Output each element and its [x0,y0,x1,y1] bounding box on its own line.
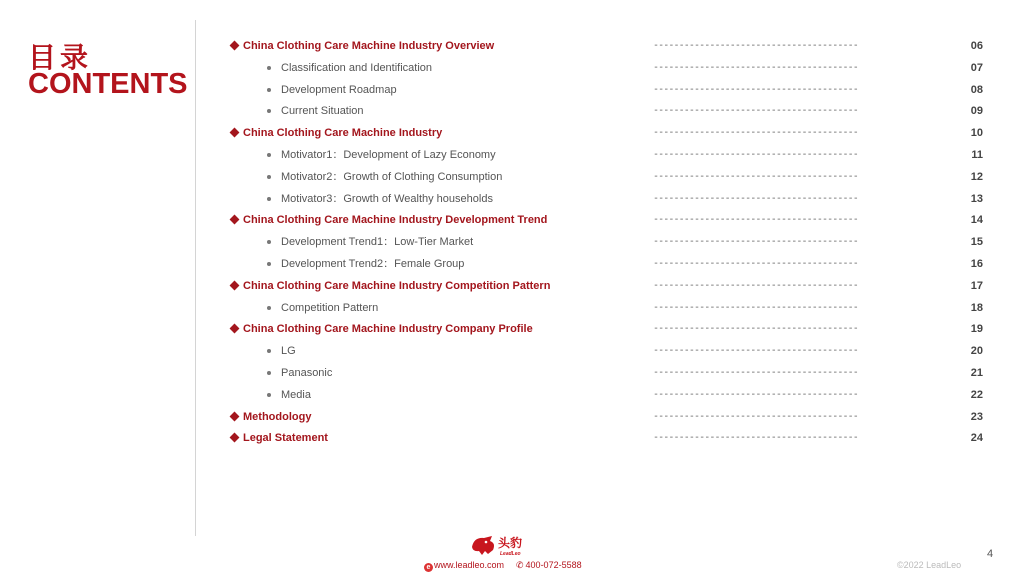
dot-bullet-icon [267,153,271,157]
diamond-bullet-icon [230,215,240,225]
toc-page-number: 17 [970,279,983,292]
logo-chinese-text: 头豹 [498,536,523,550]
toc-label: Competition Pattern [281,301,379,314]
toc-page-number: 18 [970,301,983,314]
toc-subsection[interactable] [0,340,1024,362]
toc-label: Motivator1：Development of Lazy Economy [281,149,496,161]
dot-leader: ---------------------------------------- [653,83,858,95]
toc-label: Media [281,388,311,401]
dot-leader: ---------------------------------------- [653,170,858,182]
diamond-bullet-icon [230,128,240,138]
dot-bullet-icon [267,371,271,375]
toc-section[interactable] [0,35,1024,57]
dot-bullet-icon [267,393,271,397]
toc-subsection[interactable] [0,79,1024,101]
website-link[interactable] [424,560,504,572]
dot-bullet-icon [267,349,271,353]
page-number: 4 [987,548,994,560]
toc-label: China Clothing Care Machine Industry Competition Pattern [243,279,551,292]
toc-label: Classification and Identification [281,61,433,74]
dot-leader: ---------------------------------------- [653,192,858,204]
dot-bullet-icon [267,306,271,310]
toc-label: LG [281,345,296,358]
logo-english-text: LeadLeo [500,551,521,557]
toc-section[interactable] [0,318,1024,340]
toc-section[interactable] [0,275,1024,297]
toc-section[interactable] [0,122,1024,144]
dot-bullet-icon [267,197,271,201]
toc-subsection[interactable] [0,144,1024,166]
diamond-bullet-icon [230,433,240,443]
dot-bullet-icon [267,262,271,266]
toc-label: Motivator3：Growth of Wealthy households [281,192,493,205]
toc-page-number: 11 [971,149,983,161]
dot-leader: ---------------------------------------- [653,345,858,357]
dot-bullet-icon [267,240,271,244]
dot-leader: ---------------------------------------- [653,236,858,248]
copyright-text: ©2022 LeadLeo [897,560,962,570]
toc-page-number: 19 [970,323,983,336]
leadleo-logo [470,533,534,559]
diamond-bullet-icon [230,324,240,334]
dot-leader: ---------------------------------------- [653,388,858,400]
toc-page-number: 15 [970,236,983,249]
phone-contact [516,560,582,571]
toc-subsection[interactable] [0,166,1024,188]
toc-label: Development Trend2：Female Group [281,258,465,270]
toc-subsection[interactable] [0,231,1024,253]
toc-label: China Clothing Care Machine Industry [243,127,443,140]
toc-page-number: 24 [970,432,983,445]
dot-leader: ---------------------------------------- [653,61,858,73]
phone-icon: ✆ [516,560,524,570]
toc-page-number: 06 [970,40,983,52]
toc-page-number: 07 [970,61,983,74]
toc-label: Current Situation [281,105,364,118]
dot-leader: ---------------------------------------- [653,367,858,378]
toc-section[interactable] [0,209,1024,231]
dot-leader: ---------------------------------------- [653,301,858,313]
toc-section[interactable] [0,406,1024,428]
toc-subsection[interactable] [0,100,1024,122]
toc-subsection[interactable] [0,384,1024,406]
dot-bullet-icon [267,175,271,179]
dot-leader: ---------------------------------------- [653,432,858,444]
toc-subsection[interactable] [0,253,1024,275]
toc-section[interactable] [0,427,1024,449]
toc-label: China Clothing Care Machine Industry Development Trend [243,214,548,227]
toc-page-number: 14 [970,214,983,227]
dot-leader: ---------------------------------------- [653,323,858,335]
toc-label: China Clothing Care Machine Industry Overview [243,40,495,52]
web-icon: e [424,563,433,572]
dot-bullet-icon [267,88,271,92]
toc-page-number: 23 [970,410,983,423]
diamond-bullet-icon [230,41,240,51]
dot-leader: ---------------------------------------- [653,258,858,269]
toc-label: Legal Statement [243,432,328,445]
dot-leader: ---------------------------------------- [653,214,858,226]
website-text: www.leadleo.com [434,560,505,570]
dot-leader: ---------------------------------------- [653,40,858,51]
toc-label: China Clothing Care Machine Industry Company Profile [243,323,533,336]
toc-page-number: 20 [970,345,983,358]
toc-subsection[interactable] [0,57,1024,79]
toc-page-number: 16 [970,258,983,270]
toc-subsection[interactable] [0,362,1024,384]
toc-page-number: 21 [970,367,983,379]
dot-leader: ---------------------------------------- [653,105,858,117]
diamond-bullet-icon [230,411,240,421]
dot-leader: ---------------------------------------- [653,279,858,291]
toc-page-number: 08 [970,83,983,96]
toc-label: Motivator2：Growth of Clothing Consumption [281,170,503,183]
toc-label: Development Trend1：Low-Tier Market [281,236,474,249]
toc-page-number: 10 [970,127,983,140]
toc-subsection[interactable] [0,297,1024,319]
dot-bullet-icon [267,66,271,70]
dot-leader: ---------------------------------------- [653,127,858,139]
contents-title-english: CONTENTS [28,68,188,100]
toc-page-number: 22 [970,388,983,401]
toc-subsection[interactable] [0,188,1024,210]
dot-leader: ---------------------------------------- [653,149,858,160]
toc-page-number: 09 [970,105,983,118]
dot-bullet-icon [267,109,271,113]
toc-label: Development Roadmap [281,83,397,96]
toc-page-number: 12 [970,170,983,183]
dot-leader: ---------------------------------------- [653,410,858,422]
toc-page-number: 13 [970,192,983,205]
phone-text: 400-072-5588 [525,560,582,570]
toc-label: Methodology [243,410,312,423]
diamond-bullet-icon [230,280,240,290]
contents-title-chinese: 目录 [28,41,93,74]
toc-label: Panasonic [281,367,333,379]
